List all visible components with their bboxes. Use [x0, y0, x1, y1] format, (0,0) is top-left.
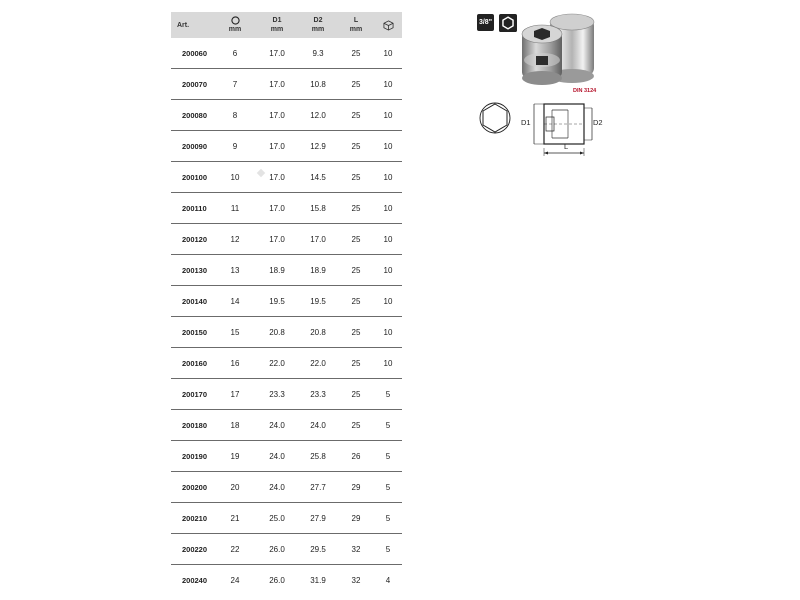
cell-pack: 10 [383, 327, 393, 337]
cell-art: 200180 [182, 420, 208, 430]
cell-d1: 26.0 [269, 575, 285, 585]
cell-l: 25 [351, 389, 361, 399]
cell-pack: 10 [383, 296, 393, 306]
cell-d1: 24.0 [269, 420, 285, 430]
cell-d1: 23.3 [269, 389, 285, 399]
table-row [171, 38, 402, 69]
cell-hex: 10 [230, 172, 240, 182]
cell-hex: 13 [230, 265, 240, 275]
cell-l: 25 [351, 79, 361, 89]
cell-hex: 8 [232, 110, 238, 120]
table-row [171, 410, 402, 441]
square-drive-icon: 3/8" [477, 14, 494, 31]
header-l: L mm [349, 17, 363, 33]
cell-d2: 19.5 [310, 296, 326, 306]
cell-art: 200090 [182, 141, 208, 151]
cell-art: 200160 [182, 358, 208, 368]
header-art: Art. [177, 21, 190, 29]
cell-l: 25 [351, 141, 361, 151]
d2-dimension-label: D2 [593, 118, 603, 127]
cell-art: 200120 [182, 234, 208, 244]
cell-d1: 24.0 [269, 482, 285, 492]
cell-hex: 18 [230, 420, 240, 430]
cell-l: 25 [351, 234, 361, 244]
cell-l: 25 [351, 420, 361, 430]
table-row [171, 441, 402, 472]
cell-hex: 16 [230, 358, 240, 368]
cell-d1: 20.8 [269, 327, 285, 337]
cell-art: 200110 [182, 203, 207, 213]
cell-art: 200150 [182, 327, 208, 337]
cell-pack: 10 [383, 265, 393, 275]
table-row [171, 162, 402, 193]
cell-l: 25 [351, 296, 361, 306]
cell-pack: 10 [383, 358, 393, 368]
cell-d2: 27.9 [310, 513, 326, 523]
table-body [171, 38, 402, 595]
cell-d1: 17.0 [269, 110, 285, 120]
cell-l: 32 [351, 544, 361, 554]
cell-pack: 10 [383, 48, 393, 58]
cell-l: 29 [351, 482, 361, 492]
cell-hex: 6 [232, 48, 238, 58]
cell-art: 200100 [182, 172, 208, 182]
cell-pack: 10 [383, 172, 393, 182]
cell-d1: 18.9 [269, 265, 285, 275]
table-row [171, 534, 402, 565]
cell-d2: 20.8 [310, 327, 326, 337]
header-d2: D2 mm [311, 17, 325, 33]
cell-l: 26 [351, 451, 361, 461]
cell-d1: 17.0 [269, 203, 285, 213]
cell-hex: 9 [232, 141, 238, 151]
cell-art: 200080 [182, 110, 208, 120]
cell-d2: 12.9 [310, 141, 326, 151]
table-row [171, 69, 402, 100]
cell-pack: 5 [385, 420, 391, 430]
cell-d2: 9.3 [312, 48, 324, 58]
cell-pack: 4 [385, 575, 391, 585]
d1-dimension-label: D1 [521, 118, 531, 127]
cell-d2: 27.7 [310, 482, 326, 492]
cell-l: 25 [351, 358, 361, 368]
cell-art: 200130 [182, 265, 208, 275]
cell-pack: 5 [385, 513, 391, 523]
table-row [171, 224, 402, 255]
cell-l: 25 [351, 265, 361, 275]
cell-hex: 24 [230, 575, 240, 585]
socket-photo [508, 10, 604, 94]
cell-d1: 22.0 [269, 358, 285, 368]
header-d1: D1 mm [270, 17, 284, 33]
cell-d1: 19.5 [269, 296, 285, 306]
cell-art: 200190 [182, 451, 208, 461]
cell-hex: 12 [230, 234, 240, 244]
table-header [171, 12, 402, 38]
cell-d2: 12.0 [310, 110, 326, 120]
table-row [171, 379, 402, 410]
cell-d1: 17.0 [269, 234, 285, 244]
cell-d1: 17.0 [269, 172, 285, 182]
cell-pack: 10 [383, 234, 393, 244]
cell-hex: 14 [230, 296, 240, 306]
spec-table [171, 12, 402, 595]
cell-art: 200070 [182, 79, 208, 89]
technical-drawing [470, 98, 620, 170]
cell-pack: 5 [385, 482, 391, 492]
header-pack [374, 12, 402, 38]
cell-art: 200210 [182, 513, 208, 523]
cell-l: 25 [351, 48, 361, 58]
cell-hex: 7 [232, 79, 238, 89]
cell-hex: 20 [230, 482, 240, 492]
cell-d1: 17.0 [269, 141, 285, 151]
cell-art: 200240 [182, 575, 208, 585]
cell-pack: 5 [385, 544, 391, 554]
cell-hex: 15 [230, 327, 240, 337]
cell-art: 200140 [182, 296, 208, 306]
table-row [171, 193, 402, 224]
cell-l: 25 [351, 172, 361, 182]
cell-art: 200200 [182, 482, 208, 492]
cell-d2: 23.3 [310, 389, 326, 399]
table-row [171, 472, 402, 503]
cell-d1: 17.0 [269, 48, 285, 58]
cell-d1: 17.0 [269, 79, 285, 89]
cell-l: 32 [351, 575, 361, 585]
cell-d2: 10.8 [310, 79, 326, 89]
table-row [171, 100, 402, 131]
cell-l: 25 [351, 110, 361, 120]
cell-d2: 22.0 [310, 358, 326, 368]
cell-d2: 18.9 [310, 265, 326, 275]
cell-d2: 31.9 [310, 575, 326, 585]
cell-hex: 19 [230, 451, 240, 461]
cell-pack: 10 [383, 141, 393, 151]
table-row [171, 348, 402, 379]
cell-pack: 5 [385, 389, 391, 399]
hexagon-outline-icon [231, 16, 240, 25]
din-standard-label: DIN 3124 [573, 88, 597, 94]
cell-d1: 25.0 [269, 513, 285, 523]
cell-pack: 10 [383, 110, 393, 120]
cell-pack: 10 [383, 79, 393, 89]
cell-hex: 11 [230, 203, 240, 213]
cell-pack: 5 [385, 451, 391, 461]
cell-l: 29 [351, 513, 361, 523]
header-hex: mm [219, 12, 251, 38]
cell-art: 200220 [182, 544, 208, 554]
package-box-icon [383, 20, 394, 31]
cell-hex: 17 [230, 389, 240, 399]
l-dimension-label: L [564, 142, 569, 151]
table-row [171, 317, 402, 348]
cell-l: 25 [351, 327, 361, 337]
table-row [171, 131, 402, 162]
cell-d1: 24.0 [269, 451, 285, 461]
table-row [171, 565, 402, 595]
cell-d2: 14.5 [310, 172, 326, 182]
cell-d2: 29.5 [310, 544, 326, 554]
table-row [171, 503, 402, 534]
cell-d2: 25.8 [310, 451, 326, 461]
cell-l: 25 [351, 203, 361, 213]
table-row [171, 255, 402, 286]
cell-hex: 22 [230, 544, 240, 554]
cell-art: 200060 [182, 48, 208, 58]
cell-art: 200170 [182, 389, 208, 399]
cell-hex: 21 [230, 513, 240, 523]
table-row [171, 286, 402, 317]
cell-pack: 10 [383, 203, 393, 213]
cell-d2: 24.0 [310, 420, 326, 430]
cell-d2: 17.0 [310, 234, 326, 244]
cell-d2: 15.8 [310, 203, 326, 213]
cell-d1: 26.0 [269, 544, 285, 554]
